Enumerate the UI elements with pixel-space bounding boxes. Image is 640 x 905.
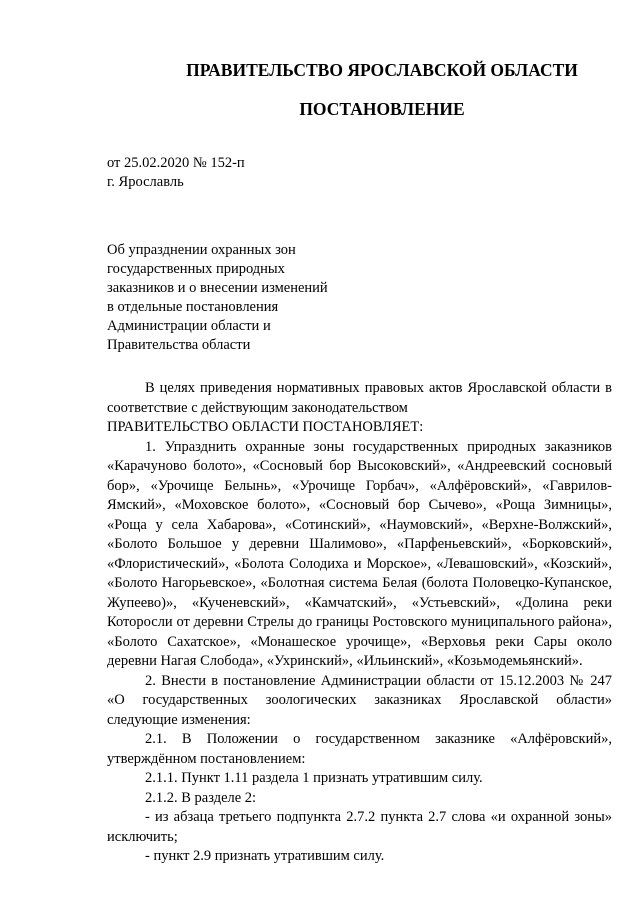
- subject-line: Об упразднении охранных зон: [107, 242, 296, 258]
- subject-line: Администрации области и: [107, 318, 271, 334]
- document-meta: [107, 154, 245, 192]
- resolves-line: ПРАВИТЕЛЬСТВО ОБЛАСТИ ПОСТАНОВЛЯЕТ:: [107, 419, 424, 435]
- city: г. Ярославль: [107, 174, 184, 190]
- dash-item-paragraph: - пункт 2.9 признать утратившим силу.: [145, 848, 385, 864]
- subject-line: заказников и о внесении изменений: [107, 280, 328, 296]
- date-and-number: от 25.02.2020 № 152-п: [107, 155, 245, 171]
- document-type-title: ПОСТАНОВЛЕНИЕ: [299, 99, 465, 119]
- document-body: [107, 379, 612, 867]
- document-subject: [107, 241, 367, 355]
- item-2-1-1-paragraph: 2.1.1. Пункт 1.11 раздела 1 признать утратившим силу.: [145, 770, 483, 786]
- subject-line: в отдельные постановления: [107, 299, 279, 315]
- item-2-1-paragraph: 2.1. В Положении о государственном заказнике «Алфёровский», утверждённом постановлением:: [107, 731, 612, 767]
- item-1-paragraph: 1. Упразднить охранные зоны государственных природных заказников «Карачуново болото», «Сосновый бор Высоковский», «Андреевский сосновый бор», «Урочище Белынь», «Урочище Горбач», «Алфёровский», «Гаврилов-Ямский», «Моховское болото», «Сосновый бор Сычево», «Роща Зимницы», «Роща у села Хабарова», «Сотинский», «Наумовский», «Верхне-Волжский», «Болото Большое у деревни Шалимово», «Парфеньевский», «Борковский», «Флористический», «Болота Солодиха и Морское», «Левашовский», «Козский», «Болото Нагорьевское», «Болотная система Белая (болота Половецко-Купанское, Жупеево)», «Кученевский», «Камчатский», «Устьевский», «Долина реки Которосли от деревни Стрелы до границы Ростовского муниципального района», «Болото Сахатское», «Монашеское урочище», «Верховья реки Сары около деревни Нагая Слобода», «Ухринский», «Ильинский», «Козьмодемьянский».: [107, 438, 612, 669]
- item-2-paragraph: 2. Внести в постановление Администрации области от 15.12.2003 № 247 «О государственных зоологических заказниках Ярославской области» следующие изменения:: [107, 672, 612, 728]
- item-2-1-2-paragraph: 2.1.2. В разделе 2:: [145, 789, 257, 806]
- preamble-paragraph: В целях приведения нормативных правовых актов Ярославской области в соответствие с действующим законодательством: [107, 380, 612, 416]
- subject-line: Правительства области: [107, 337, 251, 353]
- dash-item-paragraph: - из абзаца третьего подпункта 2.7.2 пункта 2.7 слова «и охранной зоны» исключить;: [107, 809, 612, 845]
- subject-line: государственных природных: [107, 261, 285, 277]
- organization-title: ПРАВИТЕЛЬСТВО ЯРОСЛАВСКОЙ ОБЛАСТИ: [186, 60, 578, 80]
